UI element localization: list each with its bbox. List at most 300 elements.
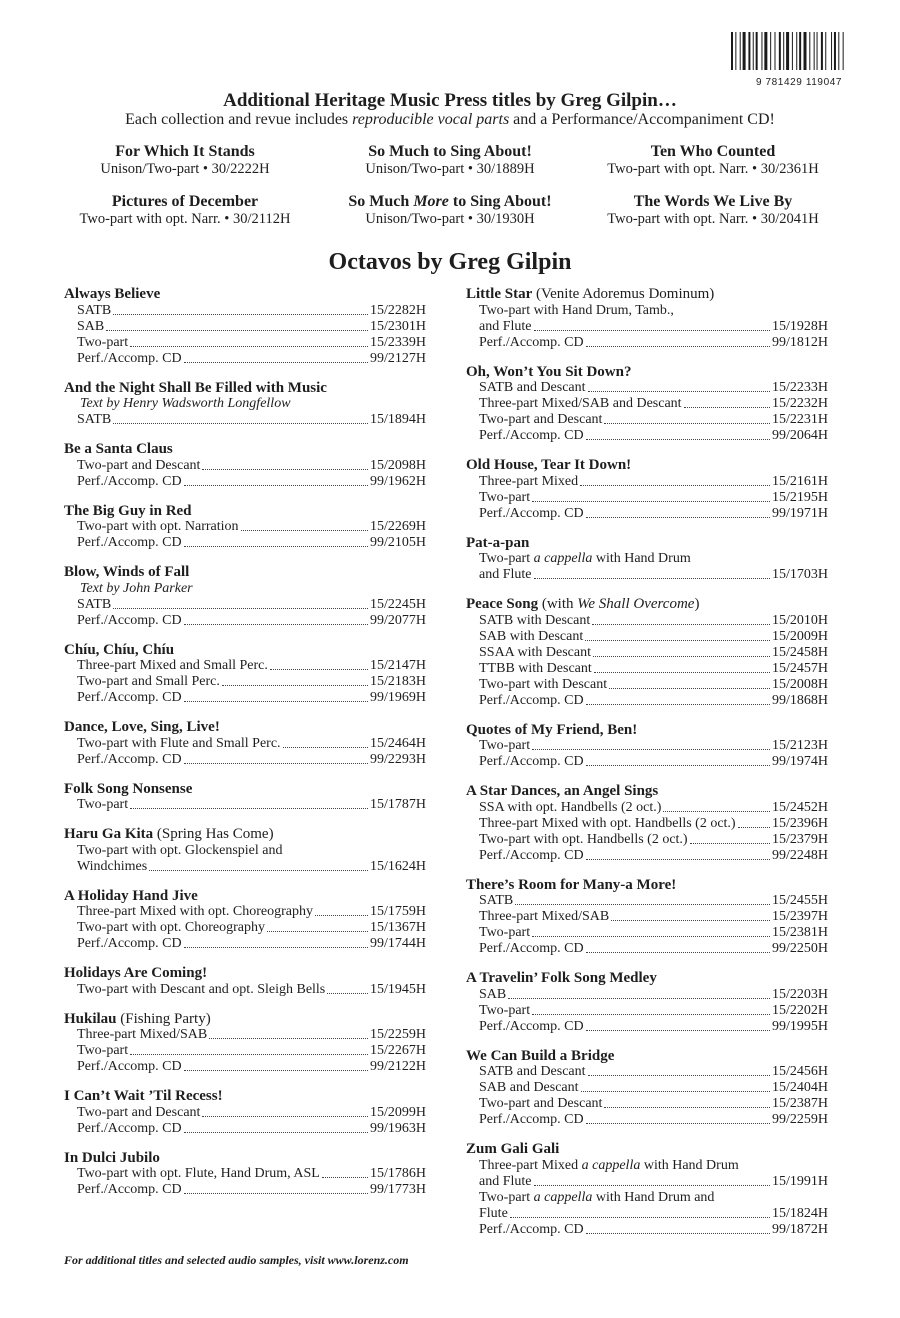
catalog-number: 99/1969H — [370, 690, 426, 705]
voicing-line — [466, 738, 828, 754]
barcode-bar — [731, 32, 733, 70]
catalog-number: 15/1991H — [772, 1173, 828, 1189]
catalog-number: 15/2123H — [772, 738, 828, 753]
voicing-line — [466, 677, 828, 693]
dot-leader — [327, 993, 368, 994]
collection-title: Ten Who Counted — [650, 143, 776, 160]
octavo-title: Haru Ga Kita (Spring Has Come) — [64, 826, 274, 842]
catalog-number: 15/1787H — [370, 797, 426, 812]
voicing-description: Two-part with Hand Drum, Tamb., — [479, 302, 674, 318]
octavo-entry — [64, 380, 426, 429]
dot-leader — [592, 624, 770, 625]
collection-title: So Much More to Sing About! — [348, 193, 552, 210]
catalog-number: 15/2455H — [772, 893, 828, 908]
voicing-label: Three-part Mixed/SAB — [77, 1027, 208, 1042]
catalog-number: 15/2245H — [370, 596, 426, 612]
dot-leader — [184, 362, 368, 363]
voicing-line — [64, 920, 426, 936]
dot-leader — [534, 1185, 771, 1186]
footer-note: For additional titles and selected audio samples, visit www.lorenz.com — [64, 1253, 409, 1267]
voicing-line — [466, 800, 828, 816]
collection-title: So Much to Sing About! — [368, 143, 532, 160]
collection-item — [50, 143, 320, 178]
voicing-line — [466, 909, 828, 925]
catalog-number: 15/2458H — [772, 644, 828, 660]
octavo-entry — [64, 564, 426, 629]
catalog-number: 99/1812H — [772, 334, 828, 350]
barcode-bar — [843, 32, 844, 70]
catalog-number: 15/2267H — [370, 1043, 426, 1058]
catalog-number: 15/2098H — [370, 457, 426, 473]
voicing-line — [466, 1064, 828, 1080]
dot-leader — [594, 672, 770, 673]
voicing-line — [64, 535, 426, 551]
voicing-label: Two-part with Flute and Small Perc. — [77, 735, 281, 751]
voicing-label: Two-part with opt. Flute, Hand Drum, ASL — [77, 1166, 320, 1181]
dot-leader — [283, 747, 368, 748]
dot-leader — [604, 423, 770, 424]
barcode-bar — [809, 32, 810, 70]
voicing-line — [466, 941, 828, 957]
dot-leader — [532, 1014, 770, 1015]
dot-leader — [315, 915, 368, 916]
dot-leader — [586, 765, 770, 766]
catalog-number: 15/1703H — [772, 567, 828, 582]
octavo-entry — [466, 1141, 828, 1238]
collection-detail: Two-part with opt. Narr. • 30/2361H — [607, 161, 819, 177]
catalog-number: 15/2282H — [370, 302, 426, 318]
voicing-label: Two-part — [77, 797, 129, 812]
dot-leader — [184, 947, 368, 948]
voicing-label: Three-part Mixed with opt. Handbells (2 oct.) — [479, 815, 736, 831]
voicing-line — [466, 506, 828, 522]
octavo-entry — [466, 783, 828, 864]
voicing-label: Three-part Mixed with opt. Choreography — [77, 904, 313, 919]
dot-leader — [184, 1070, 368, 1071]
dot-leader — [184, 624, 368, 625]
collection-detail: Unison/Two-part • 30/1930H — [365, 211, 535, 227]
collection-detail: Unison/Two-part • 30/2222H — [100, 161, 270, 177]
voicing-label: Perf./Accomp. CD — [77, 1182, 182, 1197]
voicing-label: Three-part Mixed/SAB — [479, 909, 610, 924]
dot-leader — [515, 904, 770, 905]
voicing-line — [466, 428, 828, 444]
octavo-title: Old House, Tear It Down! — [466, 457, 632, 473]
voicing-label: and Flute — [479, 318, 532, 334]
voicing-line — [466, 1019, 828, 1035]
voicing-line — [64, 519, 426, 535]
dot-leader — [184, 485, 368, 486]
barcode-bar — [761, 32, 762, 70]
catalog-number: 15/2161H — [772, 473, 828, 489]
voicing-line — [466, 319, 828, 335]
voicing-line — [466, 661, 828, 677]
voicing-label: Windchimes — [77, 858, 148, 874]
dot-leader — [113, 423, 368, 424]
dot-leader — [267, 931, 368, 932]
barcode-bar — [779, 32, 781, 70]
voicing-line — [64, 458, 426, 474]
octavo-title: Pat-a-pan — [466, 534, 530, 551]
barcode-bar — [799, 32, 801, 70]
catalog-number: 99/1872H — [772, 1221, 828, 1237]
barcode-bar — [786, 32, 789, 70]
octavo-title: A Holiday Hand Jive — [64, 887, 198, 904]
catalog-number: 15/1945H — [370, 981, 426, 997]
dot-leader — [130, 808, 368, 809]
barcode-bar — [838, 32, 839, 70]
voicing-line — [64, 597, 426, 613]
dot-leader — [222, 685, 368, 686]
voicing-line — [466, 1003, 828, 1019]
text-credit: Text by John Parker — [80, 580, 193, 596]
dot-leader — [202, 1116, 368, 1117]
voicing-line — [466, 1112, 828, 1128]
voicing-label: Perf./Accomp. CD — [479, 1221, 584, 1237]
dot-leader — [534, 578, 771, 579]
dot-leader — [581, 1091, 770, 1092]
voicing-line — [466, 335, 828, 351]
octavo-entry — [466, 457, 828, 522]
voicing-line — [466, 396, 828, 412]
dot-leader — [241, 530, 368, 531]
dot-leader — [184, 763, 368, 764]
catalog-number: 15/2233H — [772, 380, 828, 395]
octavo-entry — [64, 781, 426, 814]
catalog-number: 99/1974H — [772, 754, 828, 769]
dot-leader — [586, 859, 770, 860]
octavo-title: Little Star (Venite Adoremus Dominum) — [466, 286, 715, 302]
voicing-label: Two-part with opt. Handbells (2 oct.) — [479, 831, 688, 847]
octavo-title: Be a Santa Claus — [64, 441, 173, 457]
dot-leader — [586, 952, 770, 953]
voicing-label: Two-part — [479, 925, 531, 940]
catalog-number: 99/2248H — [772, 847, 828, 863]
voicing-line — [64, 658, 426, 674]
voicing-label: Perf./Accomp. CD — [479, 941, 584, 956]
catalog-number: 15/2456H — [772, 1064, 828, 1079]
catalog-number: 15/2232H — [772, 396, 828, 411]
octavo-column-right — [466, 286, 828, 1251]
catalog-number: 15/2381H — [772, 925, 828, 940]
voicing-label: SAB and Descant — [479, 1080, 579, 1095]
dot-leader — [184, 701, 368, 702]
dot-leader — [534, 330, 771, 331]
dot-leader — [209, 1038, 368, 1039]
voicing-line — [64, 859, 426, 875]
voicing-label: Two-part — [479, 1002, 531, 1018]
voicing-description: Two-part a cappella with Hand Drum and — [479, 1189, 715, 1205]
collection-detail: Two-part with opt. Narr. • 30/2112H — [79, 211, 291, 227]
voicing-line — [64, 736, 426, 752]
dot-leader — [663, 811, 770, 812]
dot-leader — [611, 920, 770, 921]
catalog-number: 15/2452H — [772, 799, 828, 815]
voicing-label: Perf./Accomp. CD — [77, 751, 182, 767]
catalog-number: 15/2195H — [772, 489, 828, 505]
catalog-number: 99/1995H — [772, 1018, 828, 1034]
voicing-line — [466, 645, 828, 661]
isbn-number: 9 781429 119047 — [755, 77, 843, 88]
collection-detail: Two-part with opt. Narr. • 30/2041H — [607, 211, 819, 227]
dot-leader — [113, 608, 368, 609]
catalog-number: 15/1367H — [370, 920, 426, 935]
voicing-line — [466, 832, 828, 848]
voicing-label: Perf./Accomp. CD — [77, 1120, 182, 1136]
voicing-line — [64, 982, 426, 998]
barcode-bar — [770, 32, 771, 70]
dot-leader — [580, 485, 770, 486]
dot-leader — [130, 346, 368, 347]
catalog-number: 15/2259H — [370, 1027, 426, 1042]
voicing-label: Two-part and Small Perc. — [77, 674, 220, 689]
voicing-label: SATB with Descant — [479, 612, 591, 628]
dot-leader — [586, 1030, 770, 1031]
dot-leader — [593, 656, 770, 657]
barcode-bar — [735, 32, 736, 70]
dot-leader — [202, 469, 368, 470]
dot-leader — [586, 704, 770, 705]
voicing-label: SATB — [77, 302, 112, 318]
voicing-line — [466, 490, 828, 506]
voicing-line — [466, 629, 828, 645]
collection-title: For Which It Stands — [115, 143, 255, 160]
voicing-label: SAB with Descant — [479, 628, 584, 644]
catalog-number: 15/1894H — [370, 412, 426, 427]
barcode-bar — [756, 32, 758, 70]
voicing-line — [466, 848, 828, 864]
dot-leader — [130, 1054, 368, 1055]
catalog-number: 15/1759H — [370, 904, 426, 919]
barcode-bar — [834, 32, 836, 70]
catalog-number: 15/2269H — [370, 519, 426, 534]
dot-leader — [586, 1233, 770, 1234]
voicing-line — [466, 1174, 828, 1190]
collection-title: The Words We Live By — [633, 193, 793, 210]
octavo-title: Holidays Are Coming! — [64, 965, 208, 981]
barcode-bar — [792, 32, 793, 70]
octavo-entry — [466, 970, 828, 1035]
catalog-number: 15/1824H — [772, 1205, 828, 1221]
voicing-label: Perf./Accomp. CD — [77, 612, 182, 628]
voicing-line — [466, 893, 828, 909]
collection-item — [578, 193, 848, 228]
octavo-title: Hukilau (Fishing Party) — [64, 1010, 211, 1027]
octavo-entry — [466, 364, 828, 445]
voicing-label: Two-part with opt. Narration — [77, 519, 239, 534]
page-subheading: Each collection and revue includes reproducible vocal parts and a Performance/Accompaniment CD! — [125, 111, 775, 128]
octavo-entry — [64, 1011, 426, 1076]
voicing-line — [466, 925, 828, 941]
dot-leader — [586, 517, 770, 518]
octavo-entry — [64, 719, 426, 768]
voicing-label: Three-part Mixed and Small Perc. — [77, 658, 268, 673]
voicing-description: Two-part a cappella with Hand Drum — [479, 551, 691, 566]
collection-title: Pictures of December — [111, 193, 259, 210]
dot-leader — [586, 439, 770, 440]
catalog-number: 99/2259H — [772, 1112, 828, 1127]
dot-leader — [184, 546, 368, 547]
dot-leader — [532, 501, 770, 502]
voicing-label: SSAA with Descant — [479, 644, 591, 660]
voicing-label: Two-part and Descant — [479, 1096, 603, 1111]
voicing-label: Perf./Accomp. CD — [77, 1059, 182, 1074]
voicing-label: Two-part — [479, 738, 531, 753]
collection-item — [315, 193, 585, 228]
dot-leader — [270, 669, 368, 670]
dot-leader — [149, 870, 368, 871]
voicing-label: Two-part — [479, 489, 531, 505]
voicing-line — [466, 754, 828, 770]
barcode-bar — [764, 32, 767, 70]
dot-leader — [184, 1193, 368, 1194]
catalog-number: 15/2231H — [772, 412, 828, 427]
octavo-entry — [64, 1150, 426, 1199]
voicing-line — [64, 1105, 426, 1121]
voicing-line — [64, 904, 426, 920]
voicing-line — [64, 335, 426, 351]
octavo-entry — [466, 1048, 828, 1129]
voicing-line — [466, 613, 828, 629]
barcode-bar — [775, 32, 776, 70]
barcode-bar — [817, 32, 818, 70]
voicing-line — [64, 797, 426, 813]
barcode-bar — [814, 32, 815, 70]
voicing-label: Two-part and Descant — [77, 457, 201, 473]
barcode-bar — [804, 32, 807, 70]
voicing-line — [466, 1206, 828, 1222]
catalog-number: 15/2396H — [772, 815, 828, 831]
barcode-bar — [740, 32, 741, 70]
voicing-line — [64, 1182, 426, 1198]
octavo-column-left — [64, 286, 426, 1211]
octavo-title: Peace Song (with We Shall Overcome) — [466, 596, 700, 612]
voicing-label: Perf./Accomp. CD — [479, 334, 584, 350]
voicing-label: Two-part with Descant and opt. Sleigh Bells — [77, 981, 326, 997]
voicing-line — [64, 474, 426, 490]
octavo-entry — [64, 1088, 426, 1137]
octavos-heading: Octavos by Greg Gilpin — [328, 249, 572, 275]
voicing-line — [466, 1080, 828, 1096]
dot-leader — [609, 688, 770, 689]
voicing-description: Three-part Mixed a cappella with Hand Drum — [479, 1157, 739, 1173]
dot-leader — [690, 843, 770, 844]
voicing-line — [64, 412, 426, 428]
catalog-number: 99/2293H — [370, 751, 426, 767]
catalog-number: 15/2183H — [370, 674, 426, 689]
voicing-label: Perf./Accomp. CD — [479, 505, 584, 521]
octavo-title: There’s Room for Many-a More! — [466, 876, 677, 893]
dot-leader — [738, 827, 770, 828]
catalog-number: 15/2008H — [772, 676, 828, 692]
octavo-title: We Can Build a Bridge — [466, 1047, 615, 1064]
voicing-line — [466, 816, 828, 832]
voicing-line — [64, 1059, 426, 1075]
voicing-label: Perf./Accomp. CD — [479, 692, 584, 708]
collection-item — [315, 143, 585, 178]
catalog-number: 15/2203H — [772, 986, 828, 1002]
voicing-line — [64, 1166, 426, 1182]
voicing-label: SATB — [479, 893, 514, 908]
octavo-title: Oh, Won’t You Sit Down? — [466, 363, 632, 380]
catalog-number: 99/1744H — [370, 936, 426, 951]
octavo-entry — [64, 441, 426, 490]
voicing-label: SATB — [77, 412, 112, 427]
catalog-number: 15/2339H — [370, 334, 426, 350]
catalog-number: 15/2404H — [772, 1080, 828, 1095]
octavo-title: Zum Gali Gali — [466, 1141, 560, 1157]
voicing-label: and Flute — [479, 1173, 532, 1189]
dot-leader — [532, 749, 770, 750]
octavo-entry — [64, 888, 426, 953]
barcode-bar — [783, 32, 784, 70]
barcode-bar — [825, 32, 826, 70]
catalog-number: 15/2010H — [772, 612, 828, 628]
barcode-bar — [748, 32, 750, 70]
catalog-number: 15/2457H — [772, 660, 828, 676]
catalog-number: 99/2250H — [772, 941, 828, 956]
voicing-label: Two-part and Descant — [479, 412, 603, 427]
voicing-line — [64, 351, 426, 367]
catalog-number: 99/2105H — [370, 535, 426, 550]
voicing-label: SSA with opt. Handbells (2 oct.) — [479, 799, 662, 815]
octavo-entry — [466, 722, 828, 771]
voicing-label: Perf./Accomp. CD — [479, 1112, 584, 1127]
isbn-barcode — [728, 30, 870, 90]
voicing-line — [64, 1043, 426, 1059]
voicing-label: Three-part Mixed/SAB and Descant — [479, 396, 682, 411]
catalog-number: 15/2147H — [370, 658, 426, 673]
voicing-line — [64, 1121, 426, 1137]
octavo-entry — [64, 965, 426, 998]
catalog-number: 99/2077H — [370, 612, 426, 628]
voicing-line — [466, 412, 828, 428]
voicing-label: Two-part and Descant — [77, 1104, 201, 1120]
catalog-number: 15/2464H — [370, 735, 426, 751]
voicing-line — [466, 567, 828, 583]
voicing-line — [466, 1096, 828, 1112]
collection-item — [578, 143, 848, 178]
catalog-number: 99/1773H — [370, 1182, 426, 1197]
dot-leader — [184, 1132, 368, 1133]
voicing-label: SAB — [479, 986, 507, 1002]
catalog-number: 15/2397H — [772, 909, 828, 924]
catalog-number: 99/1962H — [370, 473, 426, 489]
voicing-label: Two-part with opt. Choreography — [77, 920, 265, 935]
voicing-label: Perf./Accomp. CD — [479, 428, 584, 443]
voicing-label: Perf./Accomp. CD — [77, 473, 182, 489]
octavo-entry — [64, 642, 426, 707]
voicing-line — [64, 752, 426, 768]
catalog-number: 15/2379H — [772, 831, 828, 847]
dot-leader — [113, 314, 368, 315]
voicing-label: Flute — [479, 1205, 508, 1221]
catalog-number: 15/1928H — [772, 318, 828, 334]
text-credit: Text by Henry Wadsworth Longfellow — [80, 396, 291, 411]
voicing-label: SATB and Descant — [479, 1064, 586, 1079]
voicing-label: Perf./Accomp. CD — [77, 690, 182, 705]
barcode-bar — [821, 32, 823, 70]
dot-leader — [585, 640, 770, 641]
voicing-label: Perf./Accomp. CD — [77, 350, 182, 366]
octavo-entry — [64, 286, 426, 367]
octavo-title: Chíu, Chíu, Chíu — [64, 641, 175, 658]
catalog-number: 99/1971H — [772, 505, 828, 521]
dot-leader — [322, 1177, 368, 1178]
voicing-label: Perf./Accomp. CD — [479, 847, 584, 863]
voicing-label: Two-part — [77, 1043, 129, 1058]
catalog-number: 15/1624H — [370, 858, 426, 874]
